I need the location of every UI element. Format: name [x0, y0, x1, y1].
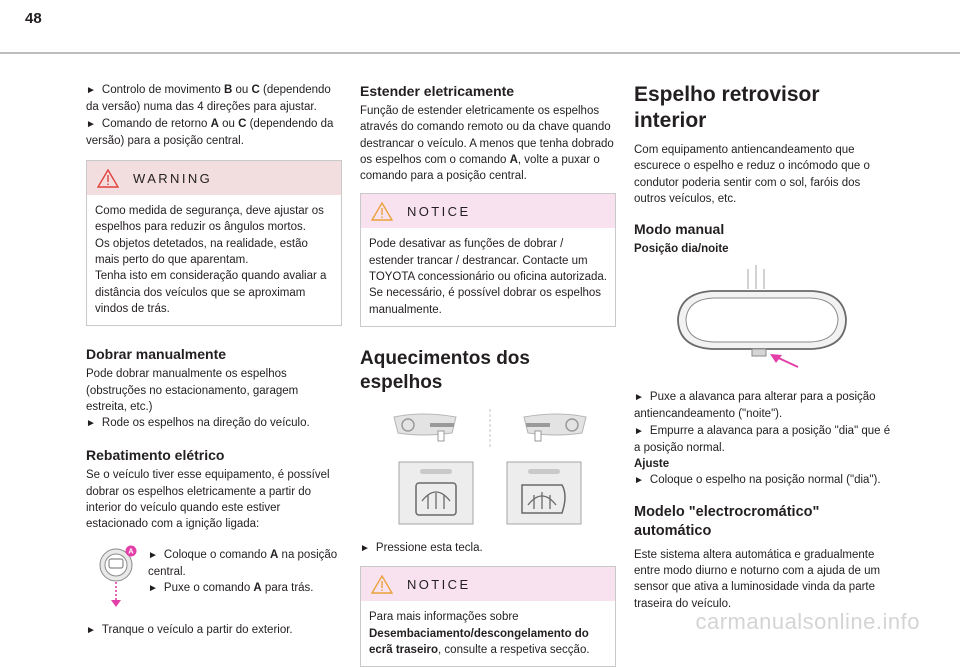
electrochromic-text: Este sistema altera automática e gradualmente entre modo diurno e noturno com a ajuda de um sensor que ativa a luminosidade vinda da parte traseira do veículo.: [634, 548, 881, 610]
manual-mode-heading: Modo manual: [634, 221, 725, 238]
lock-vehicle-bullet: ► Tranque o veículo a partir do exterior.: [86, 622, 342, 639]
lever-push-bullet: ► Empurre a alavanca para a posição "dia" que é a posição normal.: [634, 423, 892, 457]
column-right: [634, 82, 892, 612]
notice-text-1: Pode desativar as funções de dobrar / estender trancar / destrancar. Contacte um TOYOTA concessionário ou oficina autorizada. Se necessário, é possível dobrar os espelhos manualmente.: [369, 238, 608, 316]
notice-box-1: [360, 193, 616, 326]
interior-mirror-intro: Com equipamento antiencandeamento que escurece o espelho e reduz o incómodo que o condutor poderia sentir com o sol, faróis dos outros veículos, etc.: [634, 144, 870, 205]
extend-heading: Estender eletricamente: [360, 83, 515, 99]
rearview-mirror-icon: [672, 263, 852, 377]
fold-switch-icon: [98, 545, 138, 611]
watermark: carmanualsonline.info: [695, 609, 920, 634]
heating-heading: Aquecimentos dos espelhos: [360, 347, 530, 393]
manual-fold-text: Pode dobrar manualmente os espelhos (obstruções no estacionamento, garagem estreita, etc.): [86, 368, 299, 413]
column-left: [86, 82, 342, 639]
return-control-bullet: ► Comando de retorno A ou C (dependendo da versão) para a posição central.: [86, 116, 342, 150]
notice-box-2: [360, 566, 616, 667]
fold-steps: [86, 545, 342, 611]
rear-defrost-button-icon: [506, 461, 582, 525]
adjust-label: Ajuste: [634, 458, 670, 471]
warning-label: WARNING: [133, 170, 213, 186]
notice-triangle-icon: [371, 575, 393, 594]
header-rule: [0, 52, 960, 54]
electric-fold-text: Se o veículo tiver esse equipamento, é possível dobrar os espelhos eletricamente a partir do interior do veículo quando este estiver estacionado com a ignição ligada:: [86, 469, 330, 531]
extend-text: Função de estender eletricamente os espelhos através do comando remoto ou da chave quando destrancar o veículo. A menos que tenha dobrado os espelhos com o comando A, volte a puxar o comando para a posição central.: [360, 105, 614, 183]
notice-header-1: [361, 194, 615, 228]
fold-step-1: ► Coloque o comando A na posição central.: [148, 547, 342, 581]
warning-triangle-icon: [97, 169, 119, 188]
lever-pull-bullet: ► Puxe a alavanca para alterar para a posição antiencandeamento ("noite").: [634, 389, 892, 423]
fold-step-2: ► Puxe o comando A para trás.: [148, 580, 342, 597]
notice-label-2: NOTICE: [407, 576, 471, 592]
adjust-bullet: ► Coloque o espelho na posição normal ("dia").: [634, 472, 892, 489]
notice-triangle-icon: [371, 202, 393, 221]
daynight-label: Posição dia/noite: [634, 243, 729, 256]
movement-control-bullet: ► Controlo de movimento B ou C (dependendo da versão) numa das 4 direções para ajustar.: [86, 82, 342, 116]
electrochromic-heading: Modelo "electrocromático" automático: [634, 503, 820, 539]
manual-fold-bullet: ► Rode os espelhos na direção do veículo.: [86, 415, 342, 432]
warning-text: Como medida de segurança, deve ajustar os espelhos para reduzir os ângulos mortos. Os objetos detetados, na realidade, estão mais perto do que aparentam. Tenha isto em consideração quando avaliar a distância dos veículos que se aproximam vindos de trás.: [95, 205, 327, 315]
fold-switch-badge: A: [128, 546, 134, 556]
manual-fold-heading: Dobrar manualmente: [86, 346, 227, 363]
electric-fold-heading: Rebatimento elétrico: [86, 447, 225, 464]
notice-header-2: [361, 567, 615, 601]
rearview-mirror-illustration: [634, 263, 892, 377]
mirror-heating-diagram: [392, 409, 588, 451]
column-middle: [360, 82, 616, 667]
warning-box: [86, 160, 342, 326]
interior-mirror-heading: Espelho retrovisor interior: [634, 83, 820, 132]
notice-text-2: Para mais informações sobre Desembaciamento/descongelamento do ecrã traseiro, consulte a respetiva secção.: [369, 611, 590, 656]
heating-illustration: [360, 407, 616, 525]
page-number: 48: [25, 10, 42, 27]
heating-button-icon: [398, 461, 474, 525]
notice-label-1: NOTICE: [407, 203, 471, 219]
press-key-bullet: ► Pressione esta tecla.: [360, 540, 616, 557]
warning-header: [87, 161, 341, 195]
